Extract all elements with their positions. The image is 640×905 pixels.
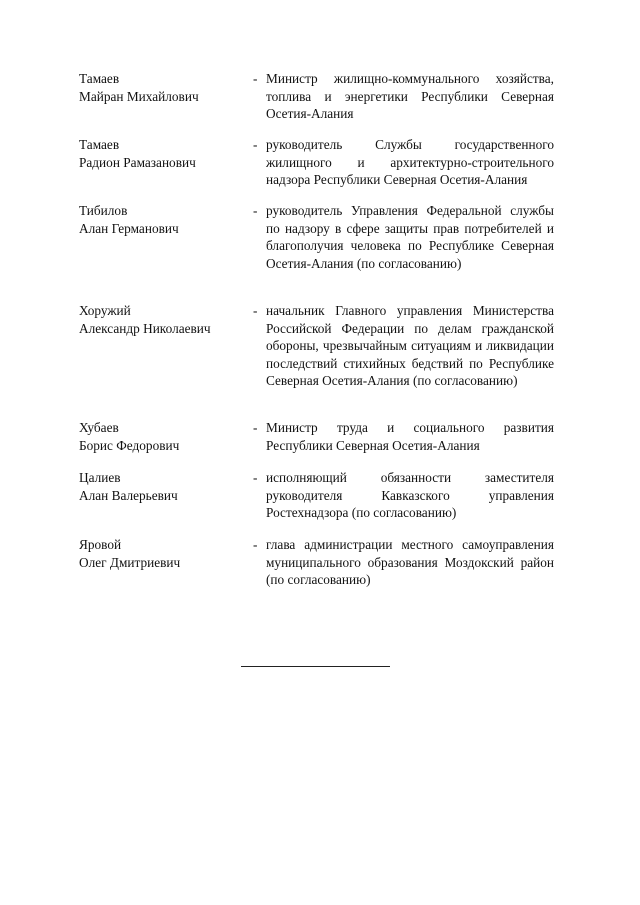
member-surname: Хоружий <box>79 303 131 318</box>
member-name <box>79 536 249 571</box>
entry-dash: - <box>253 137 258 152</box>
entry-dash: - <box>253 71 258 86</box>
member-surname: Тамаев <box>79 137 120 152</box>
member-position: Министр труда и социального развития Республики Северная Осетия-Алания <box>266 420 554 453</box>
member-given-names: Алан Германович <box>79 220 179 236</box>
entry-dash: - <box>253 203 258 218</box>
member-name <box>79 136 249 171</box>
entry-dash: - <box>253 537 258 552</box>
member-name <box>79 469 249 504</box>
member-name <box>79 302 249 337</box>
member-given-names: Майран Михайлович <box>79 88 199 104</box>
entry-dash: - <box>253 303 258 318</box>
member-position: глава администрации местного самоуправления муниципального образования Моздокский район (по согласованию) <box>266 537 554 587</box>
member-surname: Яровой <box>79 537 122 552</box>
end-separator-line <box>241 666 390 667</box>
entry-dash: - <box>253 420 258 435</box>
entry-dash: - <box>253 470 258 485</box>
member-name <box>79 70 249 105</box>
member-name <box>79 419 249 454</box>
member-given-names: Борис Федорович <box>79 437 180 453</box>
member-position: Министр жилищно-коммунального хозяйства, топлива и энергетики Республики Северная Осетия-Алания <box>266 71 554 121</box>
member-given-names: Олег Дмитриевич <box>79 554 181 570</box>
member-given-names: Алан Валерьевич <box>79 487 178 503</box>
member-surname: Хубаев <box>79 420 119 435</box>
member-surname: Тамаев <box>79 71 120 86</box>
member-given-names: Александр Николаевич <box>79 320 211 336</box>
member-position: начальник Главного управления Министерства Российской Федерации по делам гражданской обороны, чрезвычайным ситуациям и ликвидации последствий стихийных бедствий по Республике Северная Осетия-Алания (по согласованию) <box>266 303 554 388</box>
member-position: руководитель Управления Федеральной службы по надзору в сфере защиты прав потребителей и благополучия человека по Республике Северная Осетия-Алания (по согласованию) <box>266 203 554 271</box>
member-surname: Тибилов <box>79 203 128 218</box>
member-name <box>79 202 249 237</box>
member-position: руководитель Службы государственного жилищного и архитектурно-строительного надзора Республики Северная Осетия-Алания <box>266 137 554 187</box>
member-surname: Цалиев <box>79 470 121 485</box>
member-given-names: Радион Рамазанович <box>79 154 196 170</box>
member-position: исполняющий обязанности заместителя руководителя Кавказского управления Ростехнадзора (по согласованию) <box>266 470 554 520</box>
